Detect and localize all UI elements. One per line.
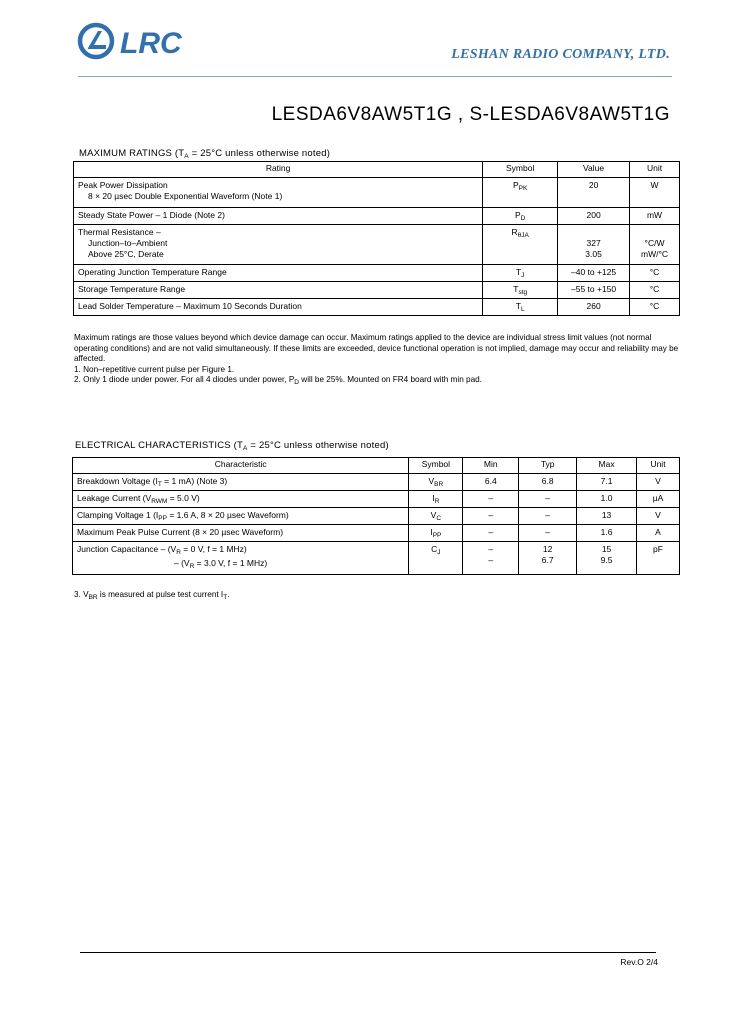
header-min: Min	[463, 458, 519, 474]
table-row: Steady State Power – 1 Diode (Note 2) $P_D$ 200 mW	[74, 208, 680, 225]
table-row: Maximum Peak Pulse Current (8 × 20 µsec Waveform) $I_{PP}$ – – 1.6 A	[73, 525, 680, 542]
note-1: 1. Non–repetitive current pulse per Figure 1.	[74, 364, 235, 374]
table-row: Breakdown Voltage ($I_T = 1$ mA) (Note 3) $V_{BR}$ 6.4 6.8 7.1 V	[73, 474, 680, 491]
header-rating: Rating	[74, 162, 483, 178]
table-row: Junction Capacitance – ($V_R = 0$ V, f = 1 MHz) – ($V_R = 3.0$ V, f = 1 MHz) $C_J$ – – 12 6.7 15 9.5 pF	[73, 542, 680, 575]
table-header-row	[73, 458, 680, 474]
table-row: Leakage Current ($V_{RWM} = 5.0$ V) $I_R$ – – 1.0 µA	[73, 491, 680, 508]
table-row: Thermal Resistance – Junction–to–Ambient Above 25°C, Derate $R_{\theta JA}$ 327 3.05 °C/W mW/°C	[74, 225, 680, 265]
electrical-table	[72, 457, 680, 575]
header-unit: Unit	[630, 162, 680, 178]
table-row: Storage Temperature Range $T_{stg}$ –55 to +150 °C	[74, 282, 680, 299]
page-footer: Rev.O 2/4	[620, 957, 658, 967]
max-ratings-table	[73, 161, 680, 316]
ratings-disclaimer: Maximum ratings are those values beyond which device damage can occur. Maximum ratings applied to the device are individual stress limit values (not normal operating conditions) and are not valid simultaneously. If these limits are exceeded, device functional operation is not implied, damage may occur and reliability may be affected.	[74, 333, 679, 363]
header-characteristic: Characteristic	[73, 458, 409, 474]
table-row: Peak Power Dissipation 8 × 20 µsec Double Exponential Waveform (Note 1) $P_{PK}$ 20 W	[74, 178, 680, 208]
header-typ: Typ	[519, 458, 577, 474]
table-row: Lead Solder Temperature – Maximum 10 Seconds Duration $T_L$ 260 °C	[74, 299, 680, 316]
part-title: LESDA6V8AW5T1G , S-LESDA6V8AW5T1G	[271, 104, 670, 125]
table-header-row	[74, 162, 680, 178]
header-divider	[78, 76, 672, 77]
table-row: Clamping Voltage 1 ($I_{PP} = 1.6$ A, 8 × 20 µsec Waveform) $V_C$ – – 13 V	[73, 508, 680, 525]
logo-text: LRC	[120, 27, 182, 60]
header-value: Value	[558, 162, 630, 178]
lrc-logo	[76, 20, 206, 62]
company-name: LESHAN RADIO COMPANY, LTD.	[451, 47, 670, 62]
lrc-emblem-icon	[76, 20, 206, 62]
electrical-title: ELECTRICAL CHARACTERISTICS ($T_A = 25^\circ C$ unless otherwise noted)	[75, 440, 389, 452]
header-symbol: Symbol	[483, 162, 558, 178]
max-ratings-title: MAXIMUM RATINGS ($T_A = 25^\circ C$ unless otherwise noted)	[79, 148, 331, 160]
max-ratings-notes	[74, 333, 682, 389]
header-unit: Unit	[637, 458, 680, 474]
footer-divider	[80, 952, 656, 953]
note-3: 3. $V_{BR}$ is measured at pulse test current $I_T$.	[74, 590, 230, 601]
note-2: 2. Only 1 diode under power. For all 4 diodes under power, $P_D$ will be 25%. Mounted on FR4 board with min pad.	[74, 375, 482, 386]
header-symbol: Symbol	[409, 458, 463, 474]
header-max: Max	[577, 458, 637, 474]
table-row: Operating Junction Temperature Range $T_J$ –40 to +125 °C	[74, 265, 680, 282]
